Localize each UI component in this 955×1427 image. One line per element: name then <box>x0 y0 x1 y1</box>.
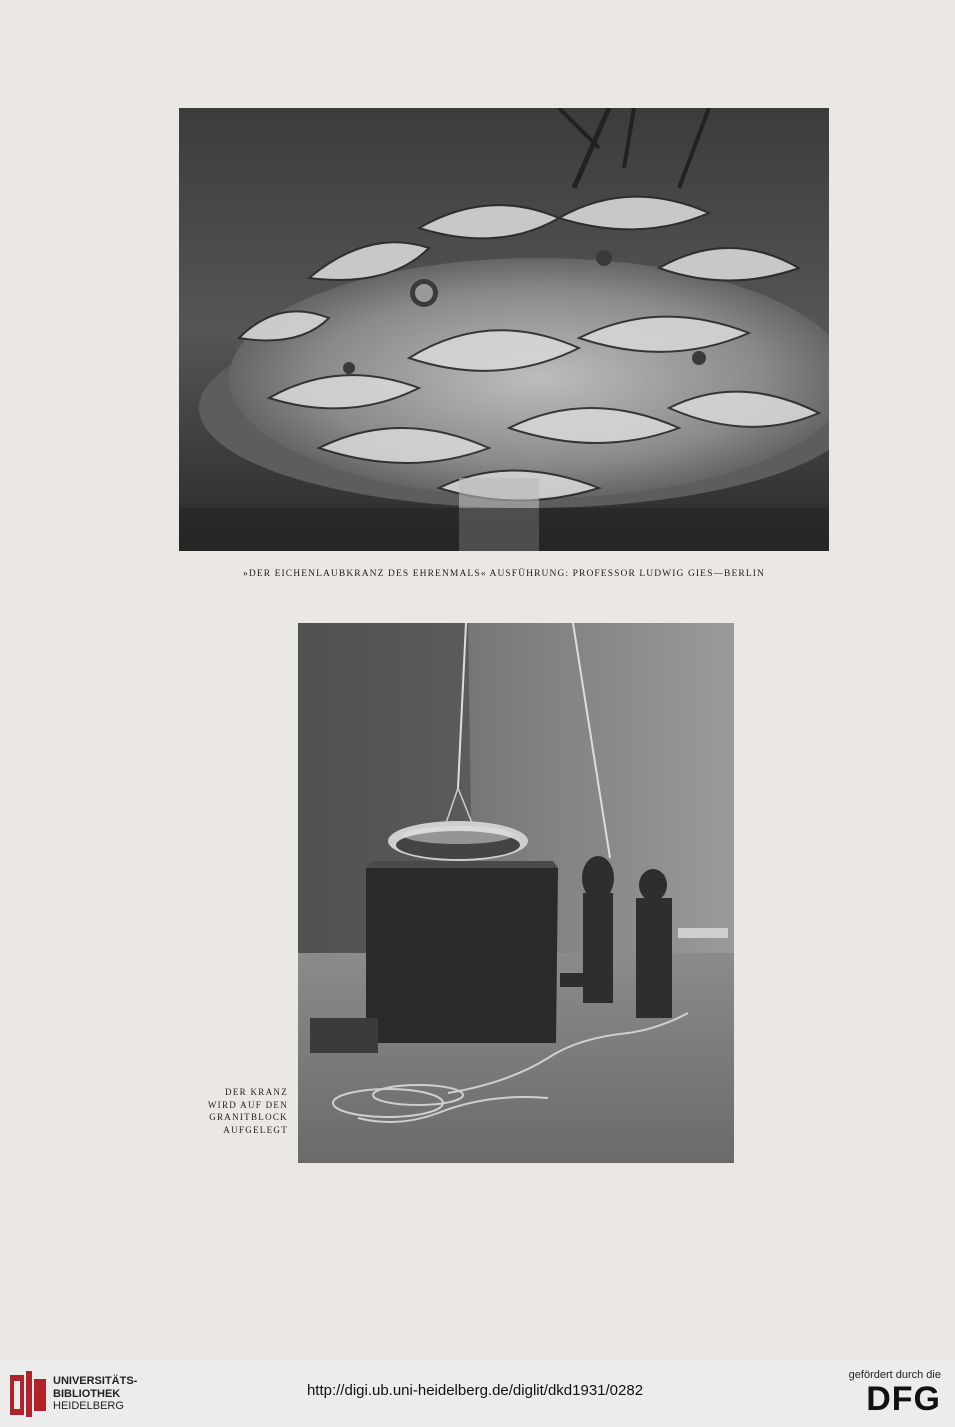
caption-line: GRANITBLOCK <box>209 1112 288 1122</box>
library-name[interactable] <box>53 1375 137 1413</box>
funding-notice[interactable] <box>849 1369 941 1417</box>
library-name-line: HEIDELBERG <box>53 1400 124 1412</box>
library-name-line: UNIVERSITÄTS- <box>53 1375 138 1387</box>
caption-line: DER KRANZ <box>225 1087 288 1097</box>
library-logo-icon <box>8 1371 48 1417</box>
caption-line: WIRD AUF DEN <box>207 1099 288 1110</box>
wreath-installation-photo <box>298 623 734 1163</box>
library-name-line: BIBLIOTHEK <box>53 1387 121 1400</box>
permalink-url[interactable]: http://digi.ub.uni-heidelberg.de/diglit/dkd1931/0282 <box>306 1382 644 1399</box>
funded-by-label: gefördert durch die <box>848 1369 941 1381</box>
dfg-logo: DFG <box>866 1380 941 1418</box>
digitization-footer <box>0 1360 955 1427</box>
caption-line: AUFGELEGT <box>223 1124 288 1135</box>
bottom-photo-caption <box>190 1086 288 1136</box>
top-photo-caption: »DER EICHENLAUBKRANZ DES EHRENMALS« AUSFÜHRUNG: PROFESSOR LUDWIG GIES—BERLIN <box>243 569 765 579</box>
wreath-detail-photo <box>179 108 829 551</box>
